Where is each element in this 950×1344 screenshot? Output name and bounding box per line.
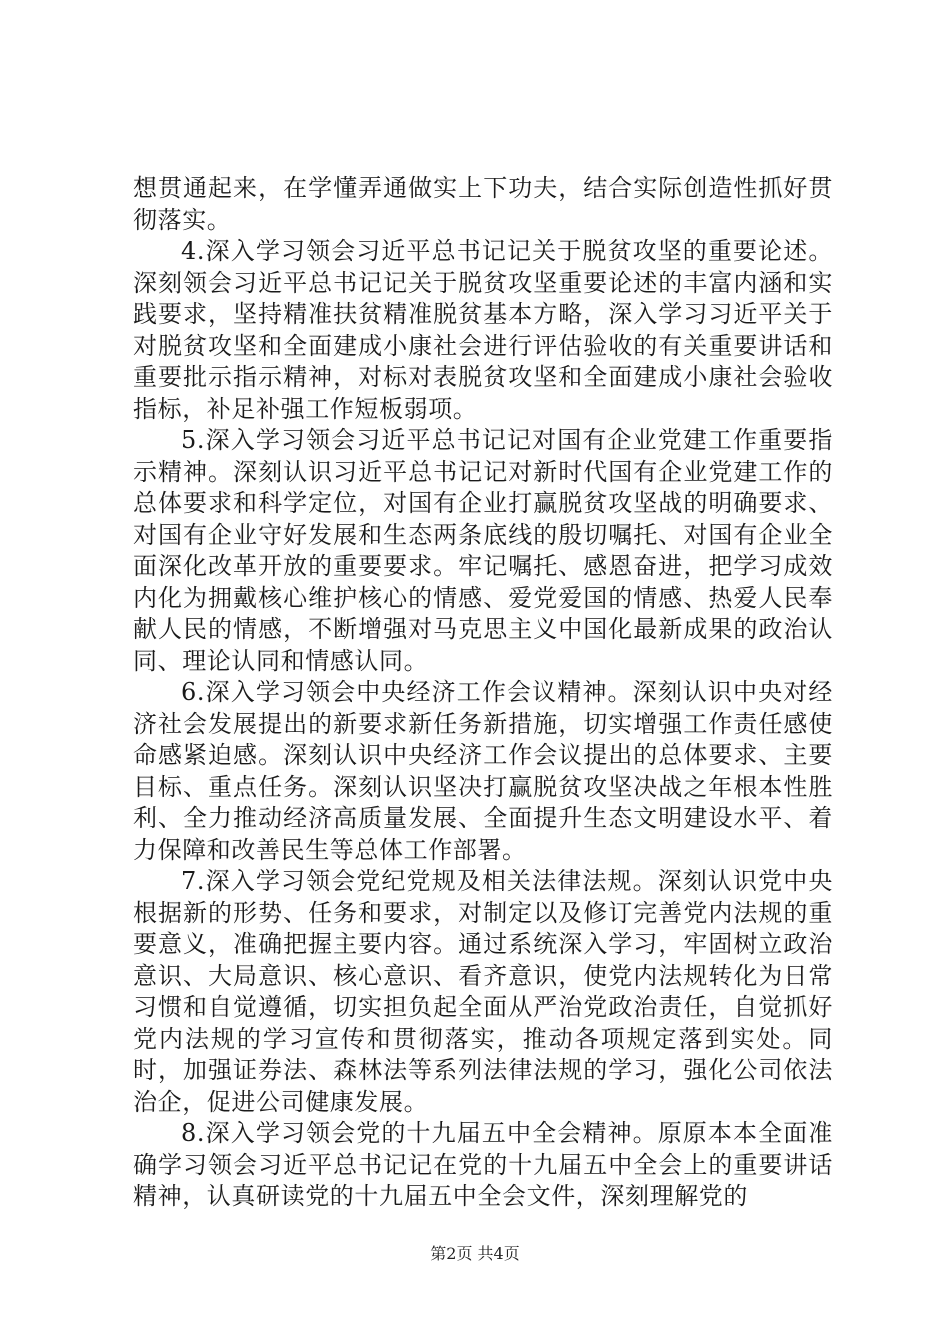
paragraph-item-8: 8.深入学习领会党的十九届五中全会精神。原原本本全面准确学习领会习近平总书记记在党的十九届五中全会上的重要讲话精神，认真研读党的十九届五中全会文件，深刻理解党的: [133, 1119, 833, 1210]
paragraph-item-6: 6.深入学习领会中央经济工作会议精神。深刻认识中央对经济社会发展提出的新要求新任务新措施，切实增强工作责任感使命感紧迫感。深刻认识中央经济工作会议提出的总体要求、主要目标、重点任务。深刻认识坚决打赢脱贫攻坚决战之年根本性胜利、全力推动经济高质量发展、全面提升生态文明建设水平、着力保障和改善民生等总体工作部署。: [133, 678, 833, 864]
page-footer: [0, 1243, 950, 1265]
document-body: [133, 173, 833, 1213]
paragraph-continuation: 想贯通起来，在学懂弄通做实上下功夫，结合实际创造性抓好贯彻落实。: [133, 174, 833, 234]
page-number-label: 第2页 共4页: [430, 1244, 520, 1263]
paragraph-item-7: 7.深入学习领会党纪党规及相关法律法规。深刻认识党中央根据新的形势、任务和要求，对制定以及修订完善党内法规的重要意义，准确把握主要内容。通过系统深入学习，牢固树立政治意识、大局意识、核心意识、看齐意识，使党内法规转化为日常习惯和自觉遵循，切实担负起全面从严治党政治责任，自觉抓好党内法规的学习宣传和贯彻落实，推动各项规定落到实处。同时，加强证券法、森林法等系列法律法规的学习，强化公司依法治企，促进公司健康发展。: [133, 867, 833, 1116]
paragraph-item-5: 5.深入学习领会习近平总书记记对国有企业党建工作重要指示精神。深刻认识习近平总书记记对新时代国有企业党建工作的总体要求和科学定位，对国有企业打赢脱贫攻坚战的明确要求、对国有企业守好发展和生态两条底线的殷切嘱托、对国有企业全面深化改革开放的重要要求。牢记嘱托、感恩奋进，把学习成效内化为拥戴核心维护核心的情感、爱党爱国的情感、热爱人民奉献人民的情感，不断增强对马克思主义中国化最新成果的政治认同、理论认同和情感认同。: [133, 426, 833, 675]
paragraph-item-4: 4.深入学习领会习近平总书记记关于脱贫攻坚的重要论述。深刻领会习近平总书记记关于脱贫攻坚重要论述的丰富内涵和实践要求，坚持精准扶贫精准脱贫基本方略，深入学习习近平关于对脱贫攻坚和全面建成小康社会进行评估验收的有关重要讲话和重要批示指示精神，对标对表脱贫攻坚和全面建成小康社会验收指标，补足补强工作短板弱项。: [133, 237, 833, 423]
